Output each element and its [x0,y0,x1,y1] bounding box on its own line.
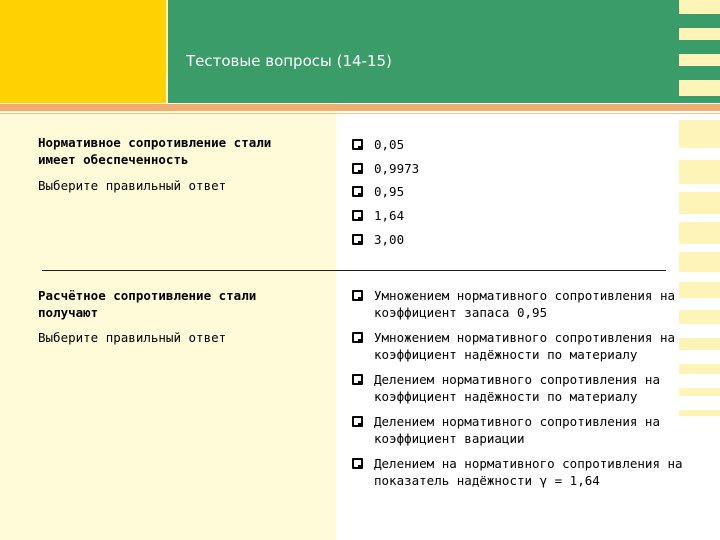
checkbox-icon[interactable] [352,139,363,150]
option-label-line2: коэффициент надёжности по материалу [374,347,638,362]
question-1-prompt-line1: Нормативное сопротивление стали [38,135,272,150]
question-1-prompt-line2: имеет обеспеченность [38,152,189,167]
stripe [679,388,720,396]
question-2-option-3[interactable] [352,371,660,405]
option-label-line2: коэффициент надёжности по материалу [374,389,638,404]
stripe [679,310,720,324]
page-title: Тестовые вопросы (14-15) [186,52,392,70]
checkbox-icon[interactable] [352,416,363,427]
question-2-prompt-line1: Расчётное сопротивление стали [38,288,257,303]
checkbox-icon[interactable] [352,374,363,385]
option-label-line2: коэффициент вариации [374,431,525,446]
option-label-line1: Делением нормативного сопротивления на [374,414,660,429]
checkbox-icon[interactable] [352,332,363,343]
checkbox-icon[interactable] [352,163,363,174]
stripe [679,80,720,96]
option-label-line2: коэффициент запаса 0,95 [374,305,548,320]
question-divider [42,270,666,271]
question-2-option-1[interactable] [352,287,675,321]
checkbox-icon[interactable] [352,186,363,197]
option-label-line1: Делением на нормативного сопротивления на [374,456,683,471]
question-1-prompt [38,134,271,168]
option-label [374,455,683,489]
stripe [679,28,720,40]
option-label [374,329,675,363]
stripe [679,222,720,244]
stripe [679,252,720,272]
question-1-option-4[interactable] [352,207,404,224]
question-2-instruction: Выберите правильный ответ [38,330,227,345]
question-2-option-2[interactable] [352,329,675,363]
option-label: 0,05 [374,137,405,152]
question-2-option-4[interactable] [352,413,660,447]
stripe [679,120,720,148]
option-label [374,287,675,321]
question-1-option-1[interactable] [352,136,404,153]
checkbox-icon[interactable] [352,210,363,221]
stripe [679,0,720,14]
question-1-option-3[interactable] [352,183,404,200]
question-2-prompt [38,287,256,321]
stripe [679,54,720,66]
option-label [374,413,660,447]
stripe [679,410,720,416]
option-label: 1,64 [374,208,405,223]
option-label-line2: показатель надёжности γ = 1,64 [374,473,600,488]
option-label: 0,95 [374,184,405,199]
option-label-line1: Делением нормативного сопротивления на [374,372,660,387]
header-divider [0,104,720,111]
checkbox-icon[interactable] [352,290,363,301]
question-1-option-2[interactable] [352,160,419,177]
stripe [679,192,720,214]
question-1-option-5[interactable] [352,231,404,248]
option-label [374,371,660,405]
option-label: 0,9973 [374,161,420,176]
question-2-option-5[interactable] [352,455,683,489]
checkbox-icon[interactable] [352,458,363,469]
stripe [679,160,720,184]
stripe [679,364,720,374]
checkbox-icon[interactable] [352,234,363,245]
question-2-prompt-line2: получают [38,305,99,320]
stripe [679,338,720,350]
option-label-line1: Умножением нормативного сопротивления на [374,288,676,303]
header-divider-thin [0,113,720,114]
option-label-line1: Умножением нормативного сопротивления на [374,330,676,345]
stripe [679,282,720,298]
question-1-instruction: Выберите правильный ответ [38,178,227,193]
header-accent-block [0,0,166,103]
option-label: 3,00 [374,232,405,247]
